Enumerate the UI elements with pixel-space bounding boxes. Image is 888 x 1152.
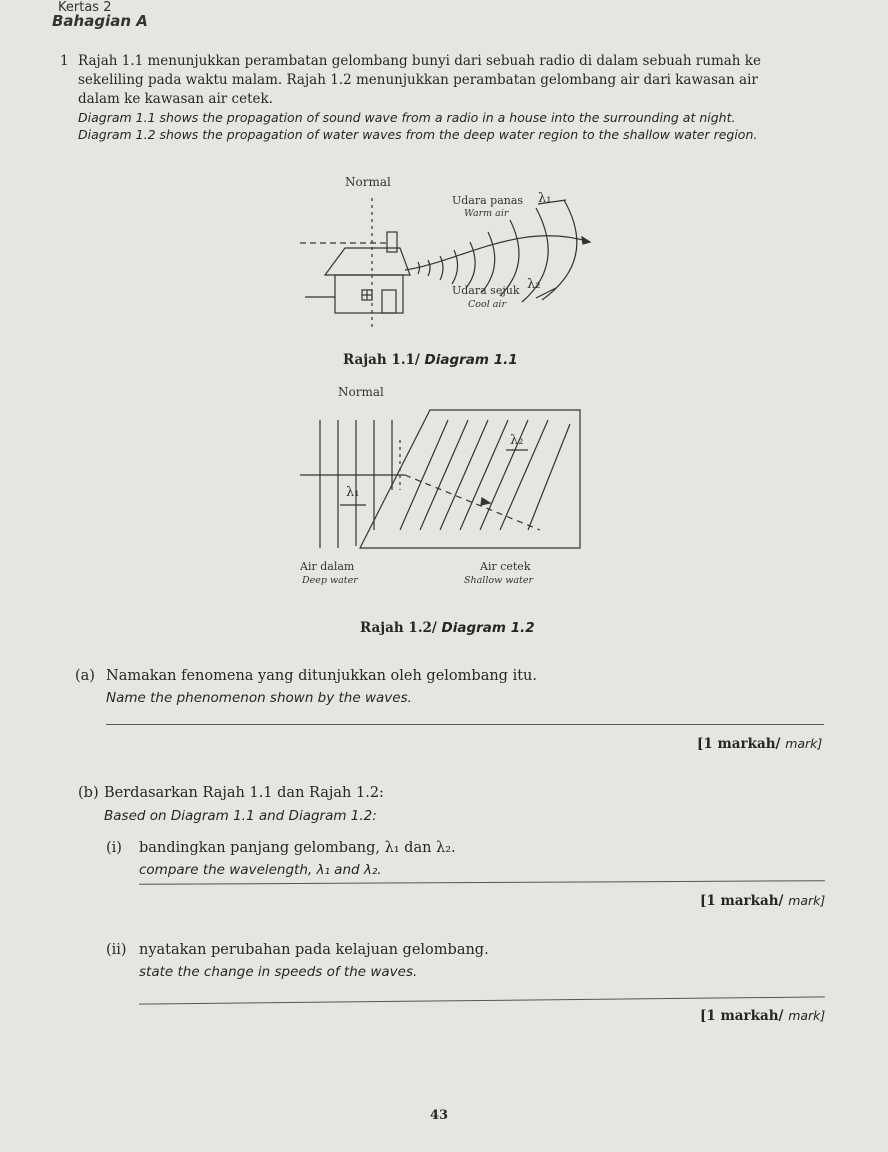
normal-label: Normal (338, 385, 384, 399)
part-b-i-marks-en: mark] (788, 893, 826, 908)
lambda2-label: λ₂ (527, 277, 541, 292)
part-a-answer-line[interactable] (106, 724, 824, 725)
part-b-ii-question-en: state the change in speeds of the waves. (139, 964, 418, 980)
part-b-ii-answer-line[interactable] (139, 996, 825, 1004)
stem-malay-line-3: dalam ke kawasan air cetek. (78, 91, 273, 107)
stem-malay-line-2: sekeliling pada waktu malam. Rajah 1.2 menunjukkan perambatan gelombang air dari kawasan air (78, 72, 758, 88)
lambda1-label: λ₁ (346, 485, 360, 500)
cool-air-label-en: Cool air (468, 299, 507, 310)
part-a-question-ms: Namakan fenomena yang ditunjukkan oleh gelombang itu. (106, 668, 537, 684)
part-b-ii-label: (ii) (106, 942, 127, 958)
diagram-1-2-caption-en: Diagram 1.2 (441, 620, 535, 636)
warm-air-label-en: Warm air (464, 208, 509, 219)
part-b-ii-marks (700, 1008, 825, 1024)
question-number: 1 (60, 53, 69, 69)
part-b-i-marks (700, 893, 825, 909)
deep-water-wavefronts (320, 420, 392, 548)
stem-english-line-2: Diagram 1.2 shows the propagation of water waves from the deep water region to the shallow water region. (78, 127, 758, 142)
part-a-marks-ms: [1 markah/ (697, 736, 781, 752)
stem-english-line-1: Diagram 1.1 shows the propagation of sound wave from a radio in a house into the surrounding at night. (78, 110, 736, 125)
diagram-1-2-water-refraction (300, 380, 590, 590)
lambda2-label: λ₂ (510, 433, 524, 448)
part-b-intro-en: Based on Diagram 1.1 and Diagram 1.2: (104, 808, 377, 824)
shallow-water-label-en: Shallow water (464, 575, 534, 586)
shallow-water-wavefronts (400, 420, 570, 530)
part-b-intro-ms: Berdasarkan Rajah 1.1 dan Rajah 1.2: (104, 785, 384, 801)
page-number: 43 (430, 1108, 449, 1123)
ray-arrowhead (481, 498, 490, 505)
shallow-water-label: Air cetek (480, 560, 531, 573)
diagram-1-2-caption-ms: Rajah 1.2/ (360, 620, 437, 636)
warm-air-label: Udara panas (452, 194, 524, 207)
ray-arrowhead (582, 237, 590, 244)
part-b-label: (b) (78, 785, 99, 801)
deep-water-label-en: Deep water (302, 575, 358, 586)
section-title: Bahagian A (52, 12, 148, 30)
paper-label: Kertas 2 (58, 0, 112, 15)
part-b-i-question-en: compare the wavelength, λ₁ and λ₂. (139, 862, 382, 878)
part-b-ii-marks-en: mark] (788, 1008, 826, 1023)
diagram-1-1-caption-ms: Rajah 1.1/ (343, 352, 420, 368)
part-b-i-label: (i) (106, 840, 122, 856)
stem-malay-line-1: Rajah 1.1 menunjukkan perambatan gelombang bunyi dari sebuah radio di dalam sebuah rumah ke (78, 53, 761, 69)
deep-water-label: Air dalam (300, 560, 355, 573)
part-b-i-question-ms: bandingkan panjang gelombang, λ₁ dan λ₂. (139, 840, 456, 856)
part-a-question-en: Name the phenomenon shown by the waves. (106, 690, 412, 706)
diagram-1-1-caption (343, 352, 518, 368)
part-a-marks-en: mark] (785, 736, 823, 751)
cool-air-label: Udara sejuk (452, 284, 520, 297)
part-b-ii-question-ms: nyatakan perubahan pada kelajuan gelombang. (139, 942, 489, 958)
part-b-i-answer-line[interactable] (139, 880, 825, 885)
part-a-marks (697, 736, 822, 752)
normal-label: Normal (345, 175, 391, 189)
part-b-i-marks-ms: [1 markah/ (700, 893, 784, 909)
diagram-1-1-caption-en: Diagram 1.1 (424, 352, 518, 368)
diagram-1-1-sound-refraction (290, 170, 620, 340)
sound-ray (405, 236, 590, 270)
lambda1-label: λ₁ (538, 191, 552, 206)
house-icon (305, 232, 410, 313)
part-b-ii-marks-ms: [1 markah/ (700, 1008, 784, 1024)
question-1-stem (60, 52, 818, 143)
diagram-1-2-caption (360, 620, 535, 636)
shallow-region (360, 410, 580, 548)
part-a-label: (a) (75, 668, 95, 684)
